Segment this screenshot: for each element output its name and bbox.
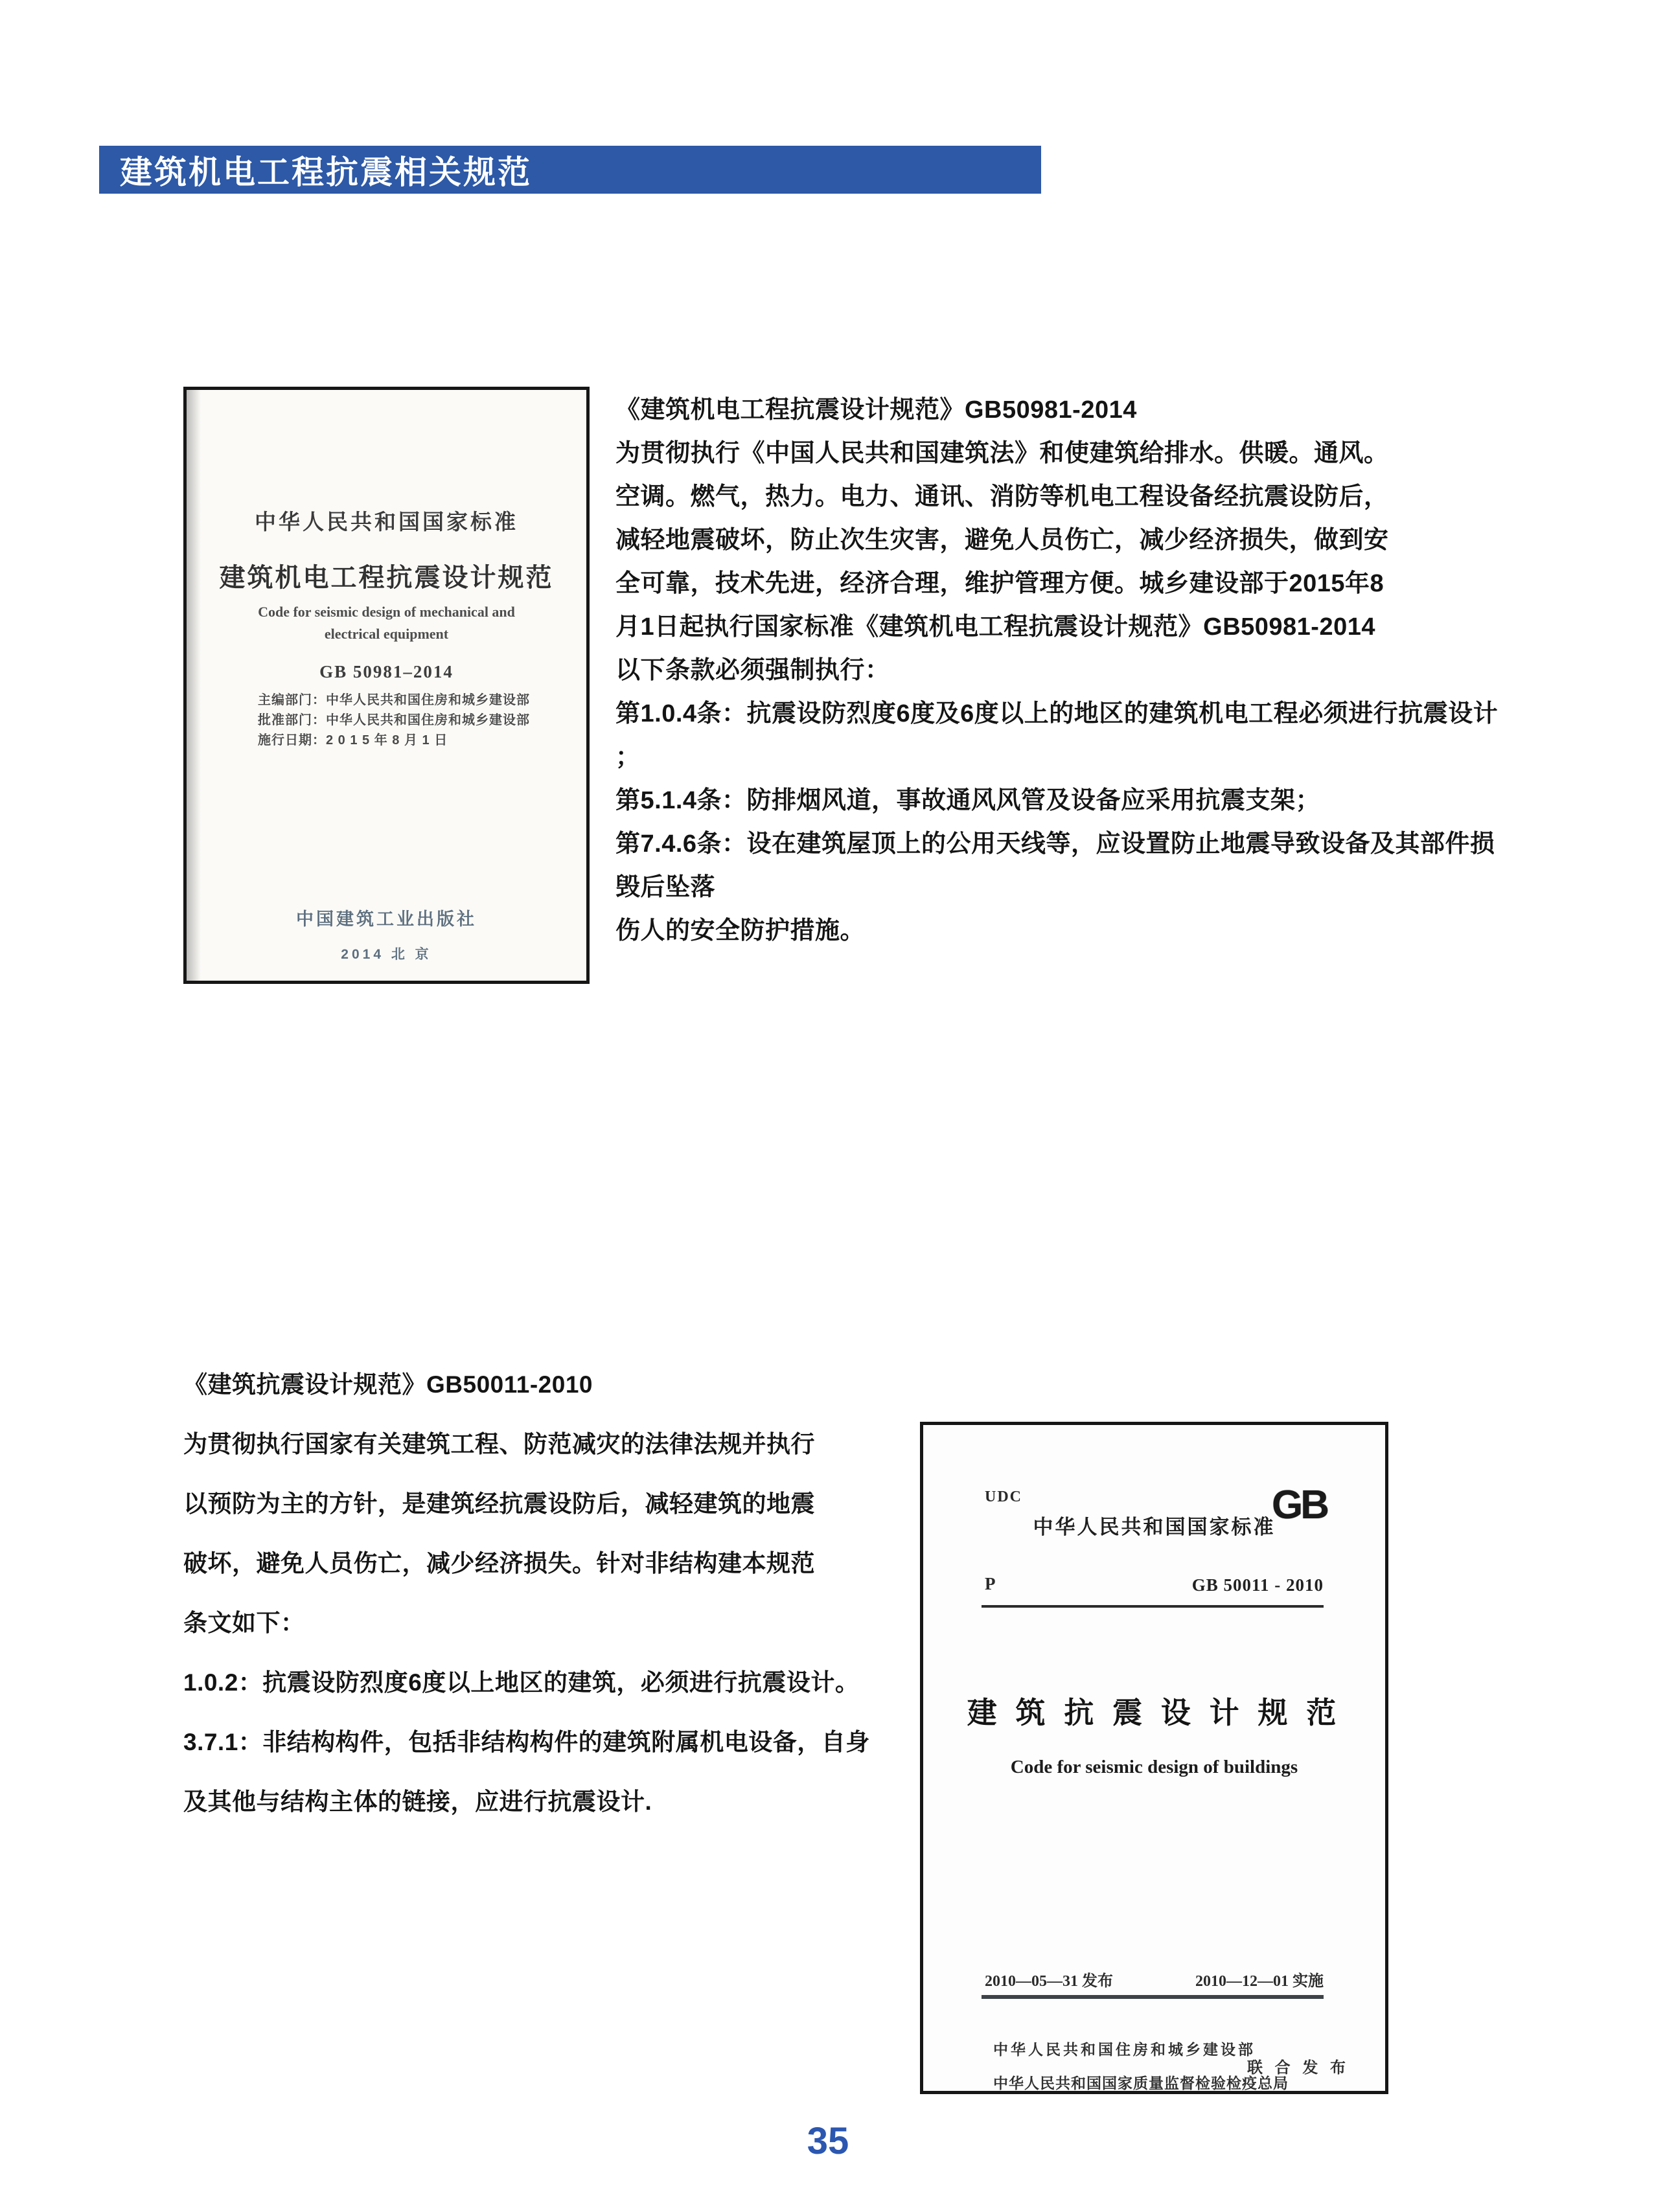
section1-text-block: [615, 389, 1522, 953]
book1-departments: [258, 690, 569, 751]
text-line: 3.7.1：非结构构件，包括非结构构件的建筑附属机电设备，自身: [183, 1729, 870, 1755]
book2-udc-label: UDC: [985, 1488, 1022, 1505]
section-header-bar: [99, 146, 1041, 194]
book1-date-line: 施行日期：2 0 1 5 年 8 月 1 日: [258, 733, 448, 747]
book1-english-subtitle-line2: electrical equipment: [324, 626, 449, 642]
book2-english-subtitle: Code for seismic design of buildings: [1010, 1757, 1298, 1777]
book2-national-standard: 中华人民共和国国家标准: [1033, 1516, 1276, 1538]
text-line: 1.0.2：抗震设防烈度6度以上地区的建筑，必须进行抗震设计。: [183, 1669, 860, 1696]
book1-year-city: 2014 北 京: [341, 947, 432, 962]
text-line: 第1.0.4条：抗震设防烈度6度及6度以上的地区的建筑机电工程必须进行抗震设计: [615, 700, 1499, 727]
book1-editor-line: 主编部门：中华人民共和国住房和城乡建设部: [258, 693, 530, 707]
book2-bottom-divider: [982, 1995, 1324, 1999]
book2-top-divider: [982, 1605, 1324, 1608]
section2-text-block: [183, 1355, 928, 1832]
book-cover-gb50981: [183, 387, 590, 984]
book-spine-shadow: [187, 390, 201, 981]
text-line: 减轻地震破坏，防止次生灾害，避免人员伤亡，减少经济损失，做到安: [615, 527, 1389, 554]
book-cover-gb50011: [920, 1422, 1388, 2094]
text-line: 毁后坠落: [615, 874, 716, 901]
text-line: 以下条款必须强制执行：: [615, 657, 890, 684]
text-line: 月1日起执行国家标准《建筑机电工程抗震设计规范》GB50981-2014: [615, 613, 1375, 641]
book2-implementation-date: 2010—12—01 实施: [1195, 1973, 1324, 1990]
book2-title: 建 筑 抗 震 设 计 规 范: [967, 1696, 1342, 1729]
text-line: 条文如下：: [183, 1610, 305, 1636]
text-line: 以预防为主的方针，是建筑经抗震设防后，减轻建筑的地震: [183, 1490, 815, 1517]
book2-joint-issue-label: 联 合 发 布: [1247, 2059, 1350, 2077]
book1-standard-code: GB 50981–2014: [319, 662, 454, 681]
book1-title: 建筑机电工程抗震设计规范: [219, 564, 554, 592]
section-header-title: 建筑机电工程抗震相关规范: [120, 154, 532, 190]
text-line: 为贯彻执行国家有关建筑工程、防范减灾的法律法规并执行: [183, 1431, 815, 1457]
book2-standard-code: GB 50011 - 2010: [1191, 1575, 1324, 1595]
book1-national-standard: 中华人民共和国国家标准: [255, 510, 518, 534]
book2-p-label: P: [985, 1574, 996, 1593]
book2-issuer-line2: 中华人民共和国国家质量监督检验检疫总局: [993, 2075, 1289, 2092]
text-line: 及其他与结构主体的链接，应进行抗震设计.: [183, 1788, 652, 1815]
gb-standard-logo-icon: GB: [1272, 1483, 1327, 1527]
section2-heading: 《建筑抗震设计规范》GB50011-2010: [183, 1371, 593, 1398]
text-line: 破坏，避免人员伤亡，减少经济损失。针对非结构建本规范: [183, 1550, 815, 1577]
text-line: 第7.4.6条：设在建筑屋顶上的公用天线等，应设置防止地震导致设备及其部件损: [615, 830, 1495, 858]
book1-publisher: 中国建筑工业出版社: [296, 909, 477, 929]
text-line: 伤人的安全防护措施。: [615, 917, 866, 944]
book1-english-subtitle-line1: Code for seismic design of mechanical and: [258, 604, 515, 620]
text-line: 全可靠，技术先进，经济合理，维护管理方便。城乡建设部于2015年8: [615, 570, 1384, 597]
text-line: 空调。燃气，热力。电力、通讯、消防等机电工程设备经抗震设防后，: [615, 483, 1389, 510]
section1-heading: 《建筑机电工程抗震设计规范》GB50981-2014: [615, 396, 1137, 424]
book2-issuer-line1: 中华人民共和国住房和城乡建设部: [993, 2041, 1256, 2058]
book1-approver-line: 批准部门：中华人民共和国住房和城乡建设部: [258, 713, 530, 727]
text-line: ；: [615, 744, 641, 771]
book2-issue-date: 2010—05—31 发布: [985, 1973, 1113, 1990]
page-number: 35: [807, 2120, 849, 2162]
text-line: 第5.1.4条：防排烟风道，事故通风风管及设备应采用抗震支架；: [615, 787, 1321, 814]
text-line: 为贯彻执行《中国人民共和国建筑法》和使建筑给排水。供暖。通风。: [615, 440, 1389, 467]
